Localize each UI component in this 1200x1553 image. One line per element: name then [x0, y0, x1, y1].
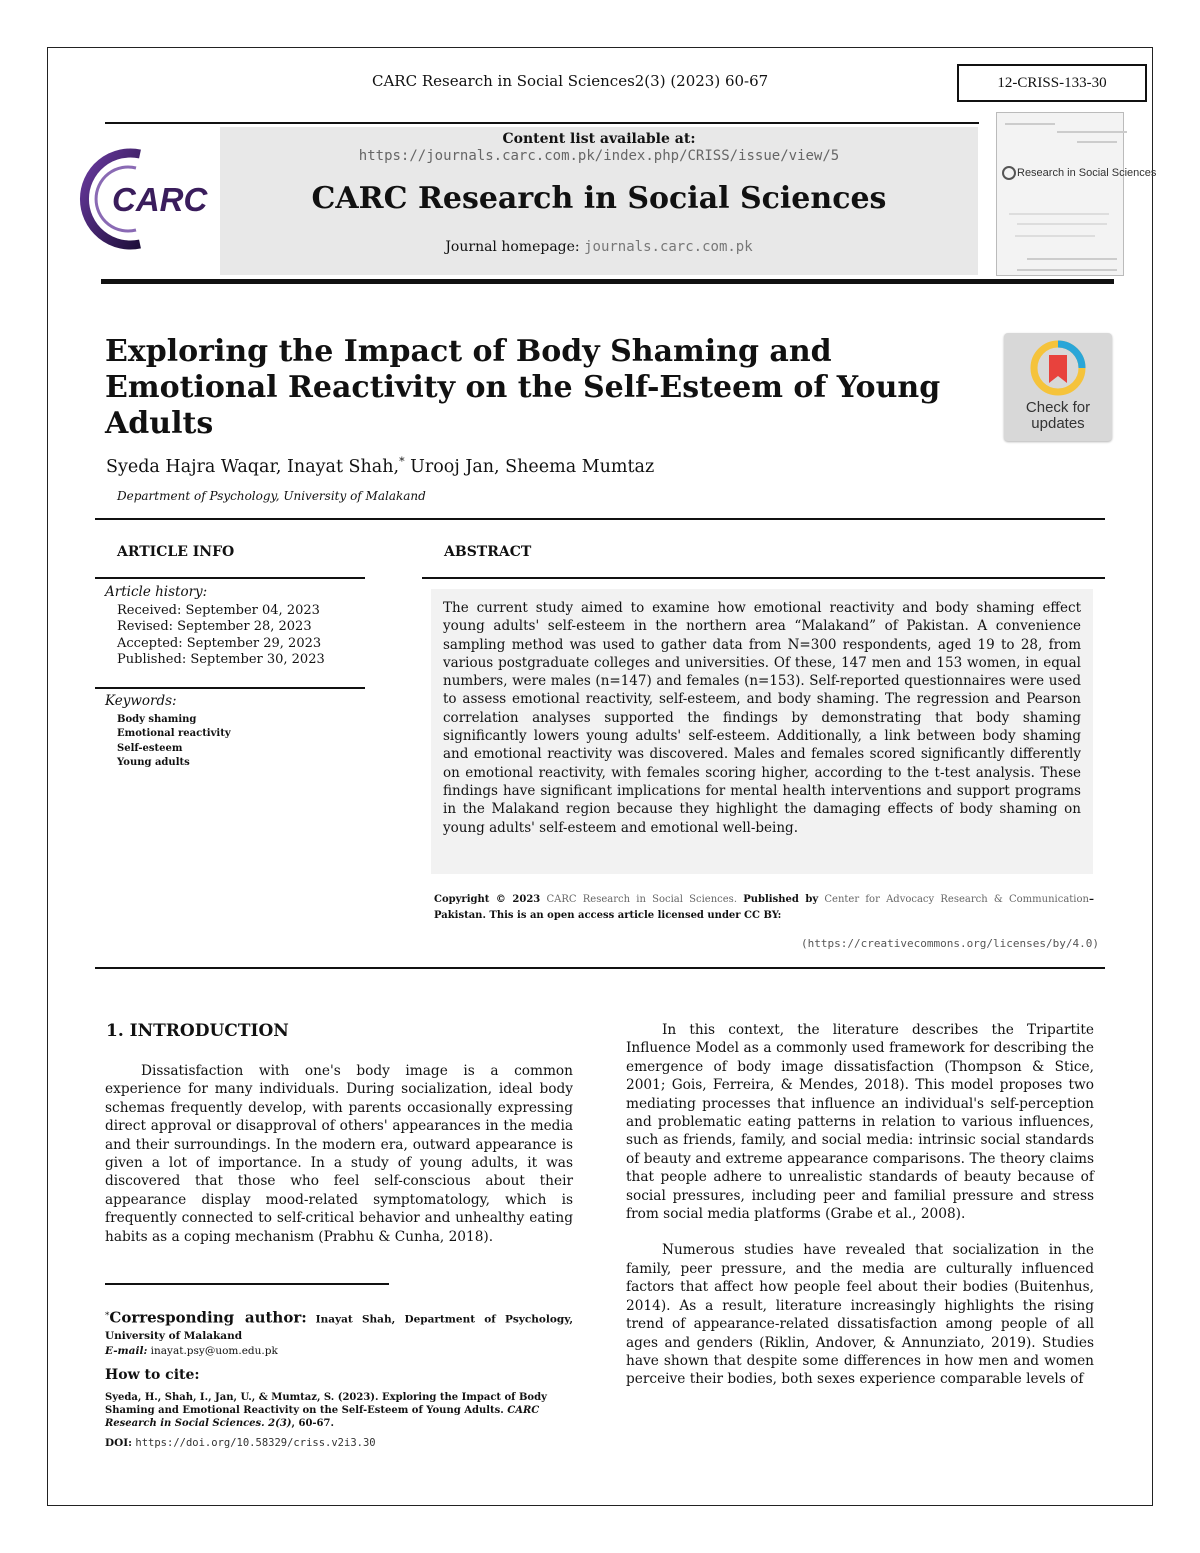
keyword: Emotional reactivity — [117, 728, 231, 740]
article-title: Exploring the Impact of Body Shaming and Emotional Reactivity on the Self-Esteem of Young Adults — [105, 334, 941, 441]
email: E-mail: inayat.psy@uom.edu.pk — [105, 1345, 278, 1357]
article-dates — [117, 603, 325, 669]
abstract-heading: ABSTRACT — [444, 544, 532, 560]
body-top-rule — [95, 967, 1105, 969]
abstract-rule — [422, 577, 1105, 579]
header-bottom-rule — [101, 279, 1114, 284]
cover-title: Research in Social Sciences — [1017, 167, 1157, 179]
article-info-rule — [95, 577, 365, 579]
keyword: Body shaming — [117, 714, 197, 725]
article-history-label: Article history: — [105, 584, 208, 600]
doi: DOI: https://doi.org/10.58329/criss.v2i3.30 — [105, 1437, 376, 1449]
corresponding-marker: * — [399, 455, 405, 468]
homepage-label: Journal homepage: — [445, 239, 580, 255]
copyright-notice: Copyright © 2023 CARC Research in Social Sciences. Published by Center for Advocacy Research & Communication– Pakistan. This is an open access article licensed under CC BY: — [434, 894, 1094, 921]
footnote-rule — [105, 1283, 389, 1285]
intro-paragraph: In this context, the literature describes the Tripartite Influence Model as a commonly used framework for describing the emergence of body image dissatisfaction (Thompson & Stice, 2001; Gois, Ferreira, & Mendes, 2018). This model proposes two mediating processes that influence an individual's self-perception and problematic eating patterns in relation to various influences, such as friends, family, and social media: intrinsic social standards of beauty and extreme appearance comparisons. The theory claims that people adhere to unrealistic standards of beauty because of social pressures, including peer and familial pressure and stress from social media platforms (Grabe et al., 2008). — [626, 1022, 1094, 1223]
corresponding-author: *Corresponding author: Inayat Shah, Department of Psychology, University of Malakand — [105, 1308, 574, 1342]
license-link[interactable]: (https://creativecommons.org/licenses/by/4.0) — [801, 937, 1100, 950]
journal-banner — [220, 127, 978, 275]
how-to-cite-heading: How to cite: — [105, 1367, 200, 1383]
info-top-rule — [95, 518, 1105, 520]
email-link[interactable]: inayat.psy@uom.edu.pk — [150, 1345, 278, 1357]
citation: Syeda, H., Shah, I., Jan, U., & Mumtaz, S. (2023). Exploring the Impact of Body Shaming and Emotional Reactivity on the Self-Esteem of Young Adults. CARC Research in Social Sciences. 2(3), 60-67. — [105, 1392, 547, 1429]
header-top-rule — [105, 122, 979, 124]
content-list-link[interactable]: https://journals.carc.com.pk/index.php/CRISS/issue/view/5 — [358, 148, 840, 164]
journal-cover-thumbnail — [996, 112, 1157, 276]
keywords-label: Keywords: — [105, 693, 177, 709]
check-for-updates-badge[interactable] — [1004, 333, 1112, 441]
keyword: Self-esteem — [117, 742, 183, 754]
accepted-date: Accepted: September 29, 2023 — [117, 635, 322, 651]
authors: Syeda Hajra Waqar, Inayat Shah,* Urooj Jan, Sheema Mumtaz — [106, 455, 655, 477]
journal-citation-line: CARC Research in Social Sciences2(3) (2023) 60-67 — [372, 72, 769, 90]
journal-homepage — [220, 239, 978, 255]
keywords-list — [117, 713, 231, 771]
keywords-rule — [95, 687, 365, 689]
introduction-heading: 1. INTRODUCTION — [106, 1021, 289, 1041]
intro-paragraph: Dissatisfaction with one's body image is a common experience for many individuals. During socialization, ideal body schemas frequently develop, with parents occasionally expressing direct approval or disapproval of others' appearances in the media and their surroundings. In the modern era, outward appearance is given a lot of importance. In a study of young adults, it was discovered that those who feel self-conscious about their appearance display mood-related symptomatology, which is frequently connected to self-critical behavior and unhealthy eating habits as a coping mechanism (Prabhu & Cunha, 2018). — [105, 1063, 573, 1245]
intro-column-right — [626, 1021, 1094, 1389]
badge-text: Check for updates — [1025, 399, 1091, 432]
carc-logo — [78, 148, 212, 248]
doi-link[interactable]: https://doi.org/10.58329/criss.v2i3.30 — [135, 1437, 376, 1449]
received-date: Received: September 04, 2023 — [117, 603, 320, 618]
bookmark-icon — [1029, 339, 1087, 397]
affiliation: Department of Psychology, University of Malakand — [117, 489, 426, 503]
keyword: Young adults — [117, 757, 190, 769]
revised-date: Revised: September 28, 2023 — [117, 619, 312, 635]
publisher-link[interactable]: Center for Advocacy Research & Communication — [824, 894, 1089, 905]
article-info-heading: ARTICLE INFO — [117, 544, 235, 560]
published-date: Published: September 30, 2023 — [117, 652, 325, 668]
article-id-box: 12-CRISS-133-30 — [957, 64, 1147, 102]
intro-paragraph: Numerous studies have revealed that socialization in the family, peer pressure, and the media are culturally influenced factors that affect how people feel about their bodies (Buitenhus, 2014). As a result, literature increasingly highlights the rising trend of appearance-related dissatisfaction among people of all ages and genders (Riklin, Andover, & Annunziato, 2019). Studies have shown that despite some differences in how men and women perceive their bodies, both sexes experience comparable levels of — [626, 1242, 1094, 1388]
content-list-label: Content list available at: — [502, 131, 696, 147]
journal-title: CARC Research in Social Sciences — [311, 181, 887, 216]
abstract-text: The current study aimed to examine how emotional reactivity and body shaming effect young adults' self-esteem in the northern area “Malakand” of Pakistan. A convenience sampling method was used to gather data from N=300 respondents, aged 19 to 28, from various postgraduate colleges and universities. Of these, 147 men and 153 women, in equal numbers, were males (n=147) and females (n=153). Self-reported questionnaires were used to assess emotional reactivity, self-esteem, and body shaming. The regression and Pearson correlation analyses supported the findings by demonstrating that body shaming significantly lowers young adults' self-esteem. Additionally, a link between body shaming and emotional reactivity was discovered. Males and females scored significantly differently on emotional reactivity, with females scoring higher, according to the t-test analysis. These findings have significant implications for mental health interventions and support programs in the Malakand region because they highlight the damaging effects of body shaming on young adults' self-esteem and emotional well-being. — [443, 600, 1081, 836]
copyright-journal: CARC Research in Social Sciences. — [546, 894, 737, 905]
logo-text: CARC — [112, 181, 208, 218]
cover-logo-icon — [1001, 165, 1017, 181]
intro-column-left — [105, 1062, 573, 1246]
homepage-link[interactable]: journals.carc.com.pk — [584, 239, 753, 255]
